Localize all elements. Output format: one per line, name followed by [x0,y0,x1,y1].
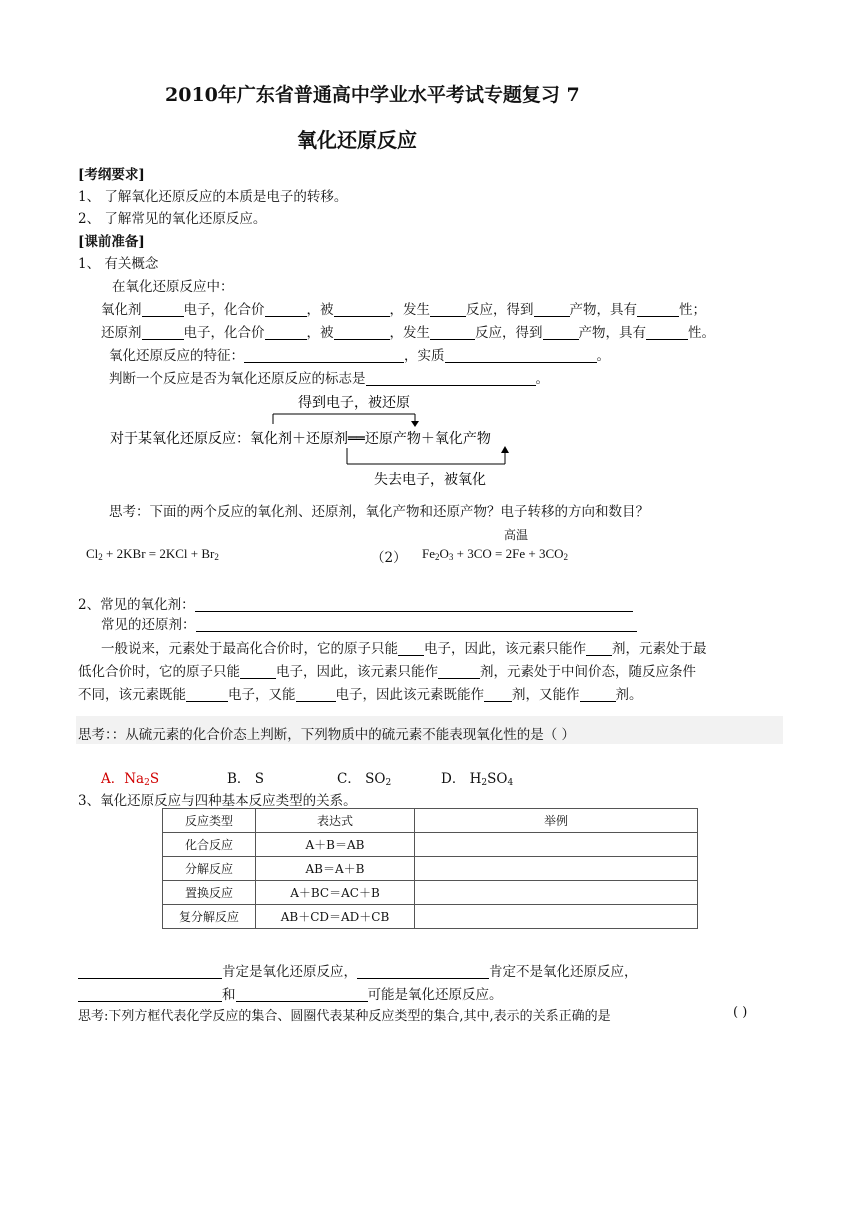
blank[interactable] [195,598,633,613]
line-text: 剂。 [615,687,643,703]
section-1-heading: 1、 有关概念 [78,256,159,272]
line-text: 。 [535,371,549,387]
blank[interactable] [240,665,276,680]
option-d[interactable] [441,767,513,787]
oxidant-label: 氧化剂 [101,302,142,318]
equation-1 [86,546,219,562]
document-subtitle: 氧化还原反应 [297,128,417,152]
syllabus-heading: [考纲要求] [78,167,145,183]
section-3-heading: 3、氧化还原反应与四种基本反应类型的关系。 [78,793,357,809]
blank[interactable] [534,303,570,318]
line-text: 肯定是氧化还原反应， [222,964,357,980]
header-cell: 举例 [415,809,698,833]
para-line-1 [101,637,707,657]
blank[interactable] [357,965,489,980]
blank[interactable] [637,303,679,318]
blank[interactable] [580,688,616,703]
blank[interactable] [543,326,579,341]
example-cell[interactable] [415,905,698,929]
arrow-head-down [411,421,419,427]
blank[interactable] [186,688,228,703]
line-text: 判断一个反应是否为氧化还原反应的标志是 [109,371,366,387]
line-text: 性。 [688,325,715,341]
blank[interactable] [265,326,307,341]
judge-line [109,367,549,387]
line-text: 电子，化合价 [183,325,265,341]
blank[interactable] [334,303,390,318]
option-sub: 2 [481,778,488,788]
option-c[interactable] [337,767,391,787]
line-text: 一般说来，元素处于最高化合价时，它的原子只能 [101,641,398,657]
line-text: 和 [222,987,236,1003]
cell: 分解反应 [163,857,256,881]
cell: AB＋CD＝AD＋CB [256,905,415,929]
eq-sub: 2 [98,552,103,562]
example-cell[interactable] [415,833,698,857]
eq-sub: 2 [563,552,569,562]
header-cell: 反应类型 [163,809,256,833]
arrow-head-up [501,446,509,453]
table-header-row [163,809,698,833]
eq-text: Fe [422,546,435,561]
eq-text: O [439,546,449,561]
feature-line [109,344,610,364]
reductant-line [101,321,715,341]
blank[interactable] [265,303,307,318]
reaction-equation: 对于某氧化还原反应：氧化剂＋还原剂══还原产物＋氧化产物 [110,431,491,447]
blank[interactable] [296,688,336,703]
eq-text: Cl [86,546,99,561]
blank[interactable] [586,642,612,657]
line-text: 2、常见的氧化剂： [78,597,195,613]
cell: 置换反应 [163,881,256,905]
blank[interactable] [445,349,597,364]
table-row [163,905,698,929]
option-text: SO [487,771,508,787]
line-text: 低化合价时，它的原子只能 [78,664,240,680]
line-text: 不同，该元素既能 [78,687,186,703]
line-text: 肯定不是氧化还原反应， [489,964,638,980]
table-row [163,881,698,905]
option-text: D． H [441,771,482,787]
prep-heading: [课前准备] [78,234,145,250]
syllabus-item-2: 2、 了解常见的氧化还原反应。 [78,211,267,227]
line-text: ，发生 [389,302,430,318]
cell: 复分解反应 [163,905,256,929]
line-text: 电子，又能 [228,687,296,703]
eq-sub: 2 [435,552,440,562]
option-a[interactable] [101,767,159,787]
cell: AB＝A＋B [256,857,415,881]
line-text: 电子，化合价 [183,302,265,318]
relation-line-2 [78,983,503,1003]
blank[interactable] [438,665,480,680]
think-1-question: 思考：下面的两个反应的氧化剂、还原剂，氧化产物和还原产物？电子转移的方向和数目？ [109,504,649,520]
blank[interactable] [646,326,688,341]
equation-2 [422,546,568,562]
line-text: ，发生 [389,325,430,341]
line-text: 产物，具有 [569,302,637,318]
option-sub: 2 [385,778,392,788]
line-text: 剂，又能作 [512,687,580,703]
think-2-question: 思考：：从硫元素的化合价态上判断，下列物质中的硫元素不能表现氧化性的是（ ） [78,727,576,743]
line-text: 产物，具有 [578,325,646,341]
option-sub: 2 [144,778,150,788]
line-text: 剂，元素处于中间价态，随反应条件 [480,664,696,680]
line-text: 剂，元素处于最 [612,641,707,657]
oxidant-line [101,298,706,318]
blank[interactable] [236,988,368,1003]
line-text: 。 [596,348,610,364]
line-text: 氧化还原反应的特征： [109,348,244,364]
blank[interactable] [78,965,222,980]
reductant-label: 还原剂 [101,325,142,341]
line-text: 可能是氧化还原反应。 [367,987,503,1003]
table-row [163,857,698,881]
line-text: 电子，因此该元素既能作 [335,687,484,703]
cell: 化合反应 [163,833,256,857]
blank[interactable] [484,688,512,703]
blank[interactable] [430,326,475,341]
line-text: ，被 [306,302,334,318]
line-text: 电子，因此，该元素只能作 [424,641,586,657]
electron-transfer-diagram [100,388,560,488]
eq-text: + 3CO = 2Fe + 3CO [453,546,564,561]
option-text: B． S [227,771,264,787]
line-text: ，实质 [404,348,445,364]
blank[interactable] [366,372,536,387]
lose-electron-label: 失去电子，被氧化 [374,472,486,488]
blank[interactable] [196,618,637,633]
blank[interactable] [78,988,222,1003]
oxidants-line [78,593,633,613]
para-line-3 [78,683,643,703]
eq-sub: 2 [214,552,219,562]
line-text: 电子，因此，该元素只能作 [276,664,438,680]
line-text: 反应，得到 [475,325,543,341]
reaction-condition: 高温 [504,528,529,542]
document-title: 2010年广东省普通高中学业水平考试专题复习 7 [165,84,580,106]
blank[interactable] [398,642,424,657]
example-cell[interactable] [415,881,698,905]
blank[interactable] [142,326,184,341]
blank[interactable] [430,303,466,318]
reaction-type-table [162,808,698,929]
option-text: C． SO [337,771,386,787]
option-text: A．Na [101,771,145,787]
cell: A＋B＝AB [256,833,415,857]
line-text: 反应，得到 [466,302,534,318]
line-text: ，被 [306,325,334,341]
eq-sub: 3 [448,552,454,562]
blank[interactable] [244,349,404,364]
reductants-line [101,613,637,633]
header-cell: 表达式 [256,809,415,833]
option-sub: 4 [507,778,514,788]
para-line-2 [78,660,696,680]
option-text: S [149,771,160,787]
line-text: 常见的还原剂： [101,617,196,633]
prep-intro: 在氧化还原反应中： [112,279,234,295]
blank[interactable] [334,326,390,341]
table-row [163,833,698,857]
syllabus-item-1: 1、 了解氧化还原反应的本质是电子的转移。 [78,189,348,205]
cell: A＋BC＝AC＋B [256,881,415,905]
answer-paren: ( ) [733,1005,748,1020]
equation-2-label: （2） [371,550,407,566]
example-cell[interactable] [415,857,698,881]
blank[interactable] [142,303,184,318]
line-text: 性； [679,302,706,318]
relation-line-1 [78,960,638,980]
eq-text: + 2KBr = 2KCl + Br [102,546,215,561]
think-3-question: 思考:下列方框代表化学反应的集合、圆圈代表某种反应类型的集合,其中,表示的关系正确的是 [78,1009,611,1024]
option-b[interactable] [227,767,264,787]
gain-electron-label: 得到电子，被还原 [298,395,410,411]
